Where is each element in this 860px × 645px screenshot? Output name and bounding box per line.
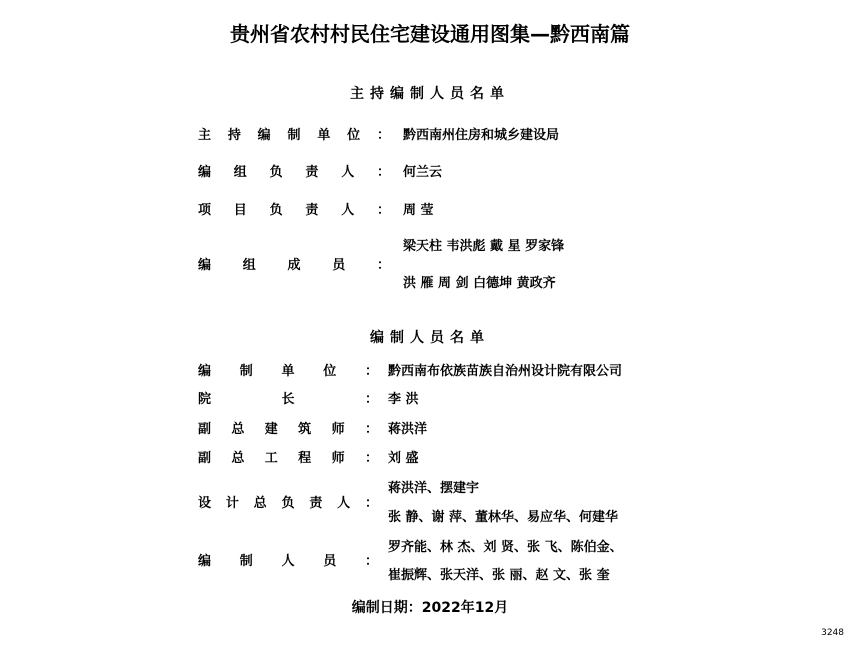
row-value: 罗齐能、林 杰、刘 贤、张 飞、陈伯金、 (388, 540, 623, 555)
row-value: 周 莹 (403, 203, 434, 218)
row-value: 洪 雁 周 剑 白德坤 黄政齐 (403, 276, 556, 291)
row-label: 副 总 工 程 师 ： (198, 451, 378, 466)
row-label: 院 长 ： (198, 392, 378, 407)
row-value: 黔西南州住房和城乡建设局 (403, 128, 560, 143)
row-value: 李 洪 (388, 392, 419, 407)
row-label: 编 制 单 位 ： (198, 364, 378, 379)
row-label: 主 持 编 制 单 位 ： (198, 128, 390, 143)
row-label: 项 目 负 责 人 ： (198, 203, 390, 218)
row-label: 编 制 人 员 ： (198, 554, 378, 569)
compile-date: 编制日期：2022年12月 (351, 600, 509, 616)
row-value: 何兰云 (403, 165, 443, 180)
row-value: 蒋洪洋、摆建宇 (388, 481, 480, 496)
row-value: 张 静、谢 萍、董林华、易应华、何建华 (388, 510, 619, 525)
page-title: 贵州省农村村民住宅建设通用图集—黔西南篇 (230, 22, 630, 46)
section-heading-lead-staff: 主持编制人员名单 (350, 86, 510, 102)
section-heading-staff: 编制人员名单 (370, 330, 490, 346)
row-label: 编 组 成 员 ： (198, 257, 390, 273)
page-number: 3248 (821, 628, 844, 638)
row-value: 黔西南布依族苗族自治州设计院有限公司 (388, 364, 623, 379)
row-value: 刘 盛 (388, 451, 419, 466)
row-label: 设 计 总 负 责 人 ： (198, 495, 378, 511)
row-label: 副 总 建 筑 师 ： (198, 422, 378, 437)
row-value: 梁天柱 韦洪彪 戴 星 罗家锋 (403, 239, 565, 254)
row-value: 蒋洪洋 (388, 422, 428, 437)
row-value: 崔振辉、张天洋、张 丽、赵 文、张 奎 (388, 568, 610, 583)
row-label: 编 组 负 责 人 ： (198, 165, 390, 180)
